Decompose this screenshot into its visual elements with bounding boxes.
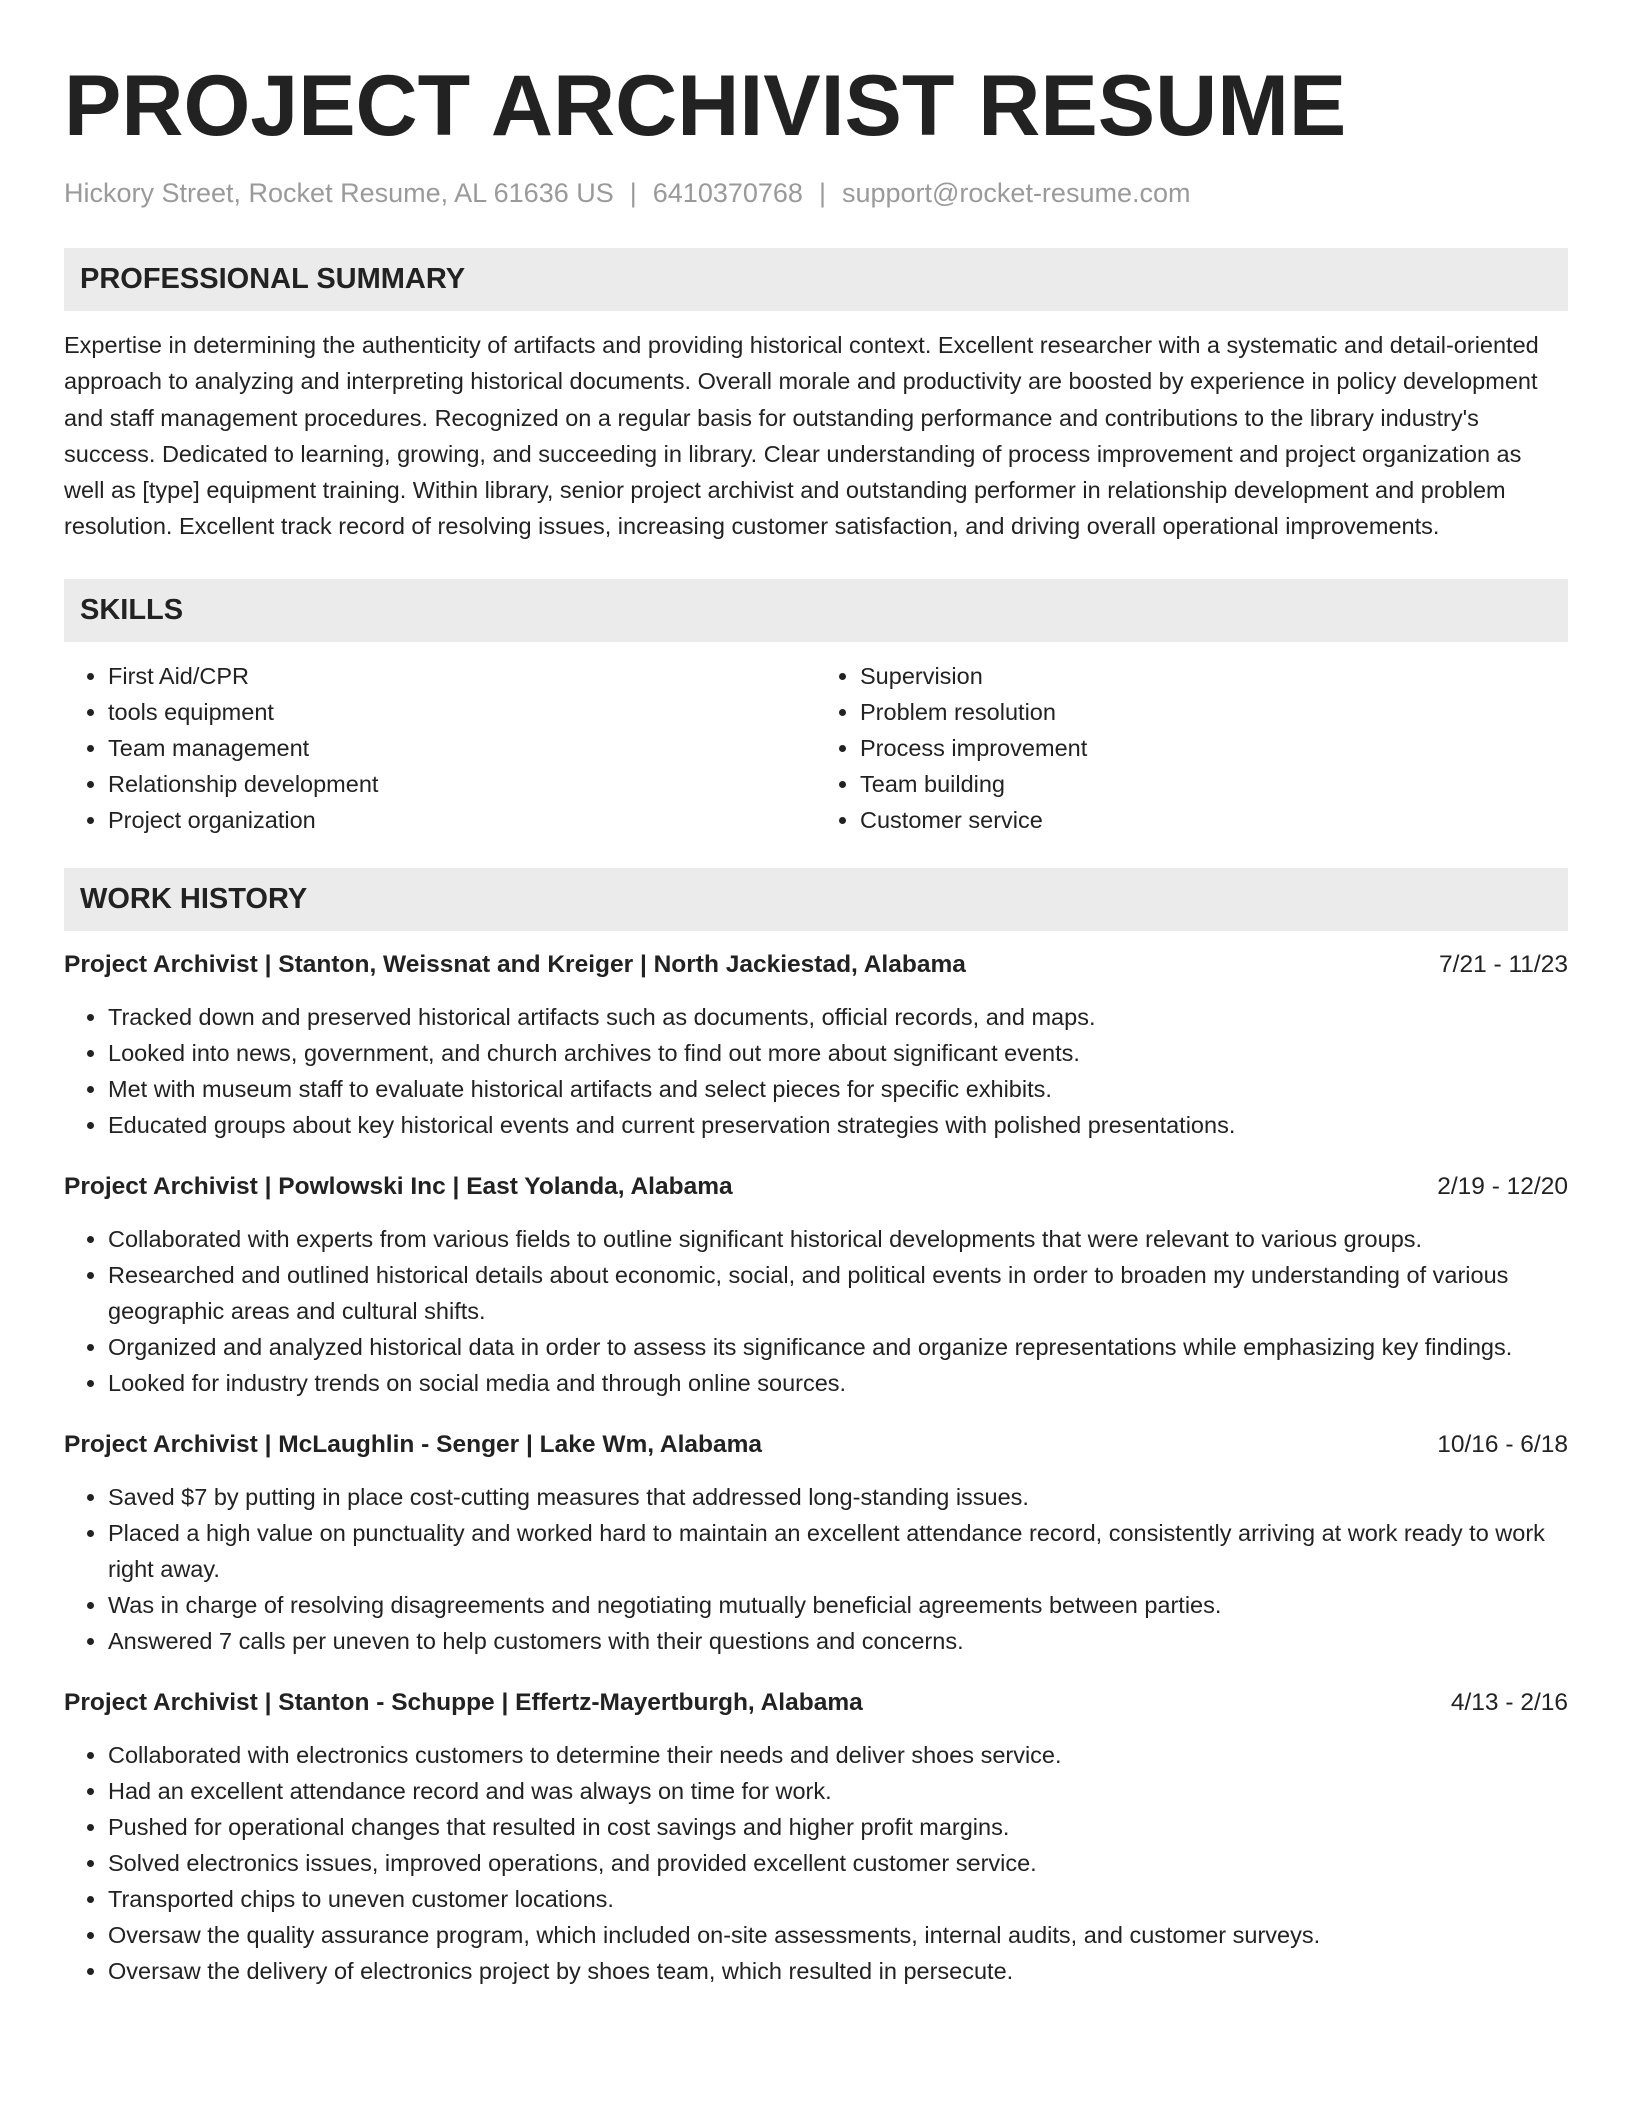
job-bullet: • Met with museum staff to evaluate historical artifacts and select pieces for specific exhibits. (108, 1071, 1568, 1107)
job-dates: 7/21 - 11/23 (1439, 950, 1568, 978)
skills-column-left (64, 658, 816, 838)
skill-item: • Problem resolution (860, 694, 1568, 730)
skill-item: • Project organization (108, 802, 816, 838)
section-header-work-history: WORK HISTORY (64, 868, 1568, 931)
resume-page (64, 0, 1568, 1989)
job-bullet: • Collaborated with experts from various fields to outline significant historical developments that were relevant to various groups. (108, 1221, 1568, 1257)
job-bullet: • Tracked down and preserved historical artifacts such as documents, official records, and maps. (108, 999, 1568, 1035)
job-entry (64, 947, 1568, 1143)
job-bullet: • Collaborated with electronics customers to determine their needs and deliver shoes service. (108, 1737, 1568, 1773)
job-bullet: • Organized and analyzed historical data in order to assess its significance and organize representations while emphasizing key findings. (108, 1329, 1568, 1365)
skill-item: • Relationship development (108, 766, 816, 802)
job-bullets (64, 1479, 1568, 1659)
job-entry (64, 1427, 1568, 1659)
job-dates: 10/16 - 6/18 (1437, 1430, 1568, 1458)
job-dates: 4/13 - 2/16 (1450, 1688, 1568, 1716)
contact-address: Hickory Street, Rocket Resume, AL 61636 US (64, 178, 614, 208)
job-bullet: • Was in charge of resolving disagreements and negotiating mutually beneficial agreements between parties. (108, 1587, 1568, 1623)
job-dates: 2/19 - 12/20 (1437, 1172, 1568, 1200)
job-bullet: • Looked for industry trends on social media and through online sources. (108, 1365, 1568, 1401)
job-bullet: • Solved electronics issues, improved operations, and provided excellent customer service. (108, 1845, 1568, 1881)
job-bullet: • Researched and outlined historical details about economic, social, and political events in order to broaden my understanding of various geographic areas and cultural shifts. (108, 1257, 1568, 1329)
job-title: Project Archivist | Powlowski Inc | East Yolanda, Alabama (64, 1172, 733, 1200)
skills-list (64, 658, 1568, 838)
job-title: Project Archivist | McLaughlin - Senger | Lake Wm, Alabama (64, 1430, 763, 1458)
skills-column-right (816, 658, 1568, 838)
job-bullet: • Placed a high value on punctuality and worked hard to maintain an excellent attendance record, consistently arriving at work ready to work right away. (108, 1515, 1568, 1587)
job-bullets (64, 1221, 1568, 1401)
job-entry (64, 1169, 1568, 1401)
contact-email: support@rocket-resume.com (841, 178, 1191, 208)
contact-line (64, 176, 1568, 210)
contact-separator: | (629, 178, 637, 208)
skill-item: • tools equipment (108, 694, 816, 730)
skill-item: • Customer service (860, 802, 1568, 838)
resume-title: PROJECT ARCHIVIST RESUME (64, 58, 1347, 154)
job-bullet: • Looked into news, government, and church archives to find out more about significant events. (108, 1035, 1568, 1071)
job-bullet: • Had an excellent attendance record and was always on time for work. (108, 1773, 1568, 1809)
skill-item: • Team building (860, 766, 1568, 802)
job-bullets (64, 1737, 1568, 1989)
job-header (64, 947, 1568, 983)
job-bullet: • Transported chips to uneven customer locations. (108, 1881, 1568, 1917)
summary-text: Expertise in determining the authenticity of artifacts and providing historical context. Excellent researcher with a systematic and detail-oriented approach to analyzing and interpreting historical documents. Overall morale and productivity are boosted by experience in policy development and staff management procedures. Recognized on a regular basis for outstanding performance and contributions to the library industry's success. Dedicated to learning, growing, and succeeding in library. Clear understanding of process improvement and project organization as well as [type] equipment training. Within library, senior project archivist and outstanding performer in relationship development and problem resolution. Excellent track record of resolving issues, increasing customer satisfaction, and driving overall operational improvements. (64, 332, 1539, 540)
job-bullet: • Oversaw the delivery of electronics project by shoes team, which resulted in persecute. (108, 1953, 1568, 1989)
skill-item: • Team management (108, 730, 816, 766)
job-header (64, 1169, 1568, 1205)
job-bullets (64, 999, 1568, 1143)
job-header (64, 1427, 1568, 1463)
contact-phone: 6410370768 (652, 178, 803, 208)
job-entry (64, 1685, 1568, 1989)
skill-item: • Process improvement (860, 730, 1568, 766)
job-bullet: • Oversaw the quality assurance program, which included on-site assessments, internal audits, and customer surveys. (108, 1917, 1568, 1953)
job-bullet: • Saved $7 by putting in place cost-cutting measures that addressed long-standing issues. (108, 1479, 1568, 1515)
skill-item: • Supervision (860, 658, 1568, 694)
job-title: Project Archivist | Stanton - Schuppe | Effertz-Mayertburgh, Alabama (64, 1688, 863, 1716)
contact-separator: | (818, 178, 826, 208)
section-header-summary: PROFESSIONAL SUMMARY (64, 248, 1568, 311)
job-bullet: • Answered 7 calls per uneven to help customers with their questions and concerns. (108, 1623, 1568, 1659)
skill-item: • First Aid/CPR (108, 658, 816, 694)
job-bullet: • Educated groups about key historical events and current preservation strategies with polished presentations. (108, 1107, 1568, 1143)
job-title: Project Archivist | Stanton, Weissnat and Kreiger | North Jackiestad, Alabama (64, 950, 966, 978)
job-bullet: • Pushed for operational changes that resulted in cost savings and higher profit margins. (108, 1809, 1568, 1845)
job-header (64, 1685, 1568, 1721)
section-header-skills: SKILLS (64, 579, 1568, 642)
